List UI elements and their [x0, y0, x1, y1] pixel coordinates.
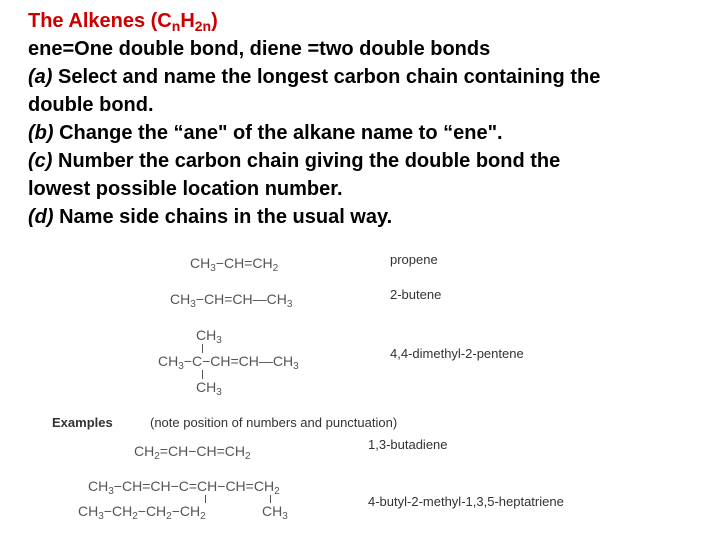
- definition-line: ene=One double bond, diene =two double bonds: [28, 38, 491, 60]
- page-title: The Alkenes $(C_nH_{2n})$: [28, 10, 218, 34]
- butadiene-formula: $CH_2=CH-CH=CH_2$: [134, 443, 251, 462]
- rule-c-marker: (c): [28, 150, 53, 172]
- heptatriene-methyl-bond: [270, 495, 271, 503]
- dimethyl-main-chain: $CH_3-C-CH=CH—CH_3$: [158, 353, 299, 372]
- butene-formula: $CH_3-CH=CH—CH_3$: [170, 291, 293, 310]
- rule-d-marker: (d): [28, 206, 54, 228]
- propene-formula: $CH_3-CH=CH_2$: [190, 255, 279, 274]
- butadiene-name: 1,3-butadiene: [368, 437, 448, 452]
- rule-b-marker: (b): [28, 122, 54, 144]
- rule-a-marker: (a): [28, 66, 53, 88]
- rule-b: (b) Change the “ane" of the alkane name to “ene".: [28, 122, 503, 144]
- rule-a: (a) Select and name the longest carbon chain containing the: [28, 66, 601, 88]
- rule-c: (c) Number the carbon chain giving the double bond the: [28, 150, 561, 172]
- propene-name: propene: [390, 252, 438, 267]
- rule-a-continued: double bond.: [28, 94, 154, 116]
- dimethylpentene-name: 4,4-dimethyl-2-pentene: [390, 346, 524, 361]
- heptatriene-name: 4-butyl-2-methyl-1,3,5-heptatriene: [368, 494, 564, 509]
- dimethyl-bottom-bond: [202, 370, 203, 379]
- heptatriene-main-chain: $CH_3-CH=CH-C=CH-CH=CH_2$: [88, 478, 280, 497]
- heptatriene-butyl-branch: $CH_3-CH_2-CH_2-CH_2$: [78, 503, 206, 522]
- dimethyl-top-bond: [202, 344, 203, 353]
- rule-c-continued: lowest possible location number.: [28, 178, 343, 200]
- examples-label: Examples: [52, 415, 113, 430]
- heptatriene-methyl-branch: $CH_3$: [262, 503, 288, 522]
- heptatriene-butyl-bond: [205, 495, 206, 503]
- butene-name: 2-butene: [390, 287, 442, 302]
- dimethyl-bottom-methyl: $CH_3$: [196, 379, 222, 398]
- rule-d: (d) Name side chains in the usual way.: [28, 206, 393, 228]
- examples-note: (note position of numbers and punctuation): [150, 415, 398, 430]
- dimethyl-top-methyl: $CH_3$: [196, 327, 222, 346]
